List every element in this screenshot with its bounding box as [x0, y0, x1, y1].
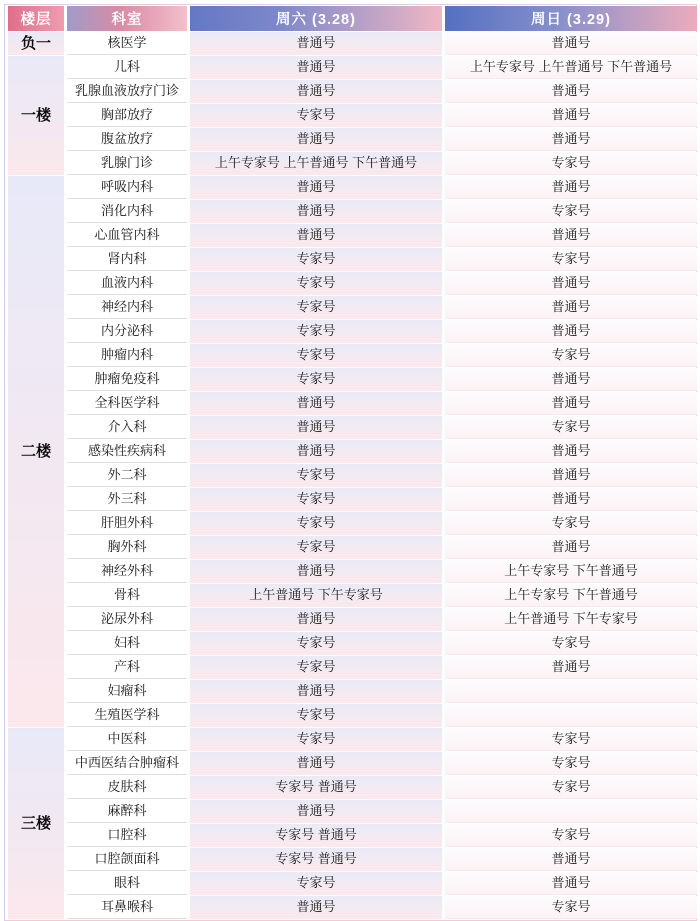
saturday-ticket-cell: 普通号: [190, 32, 442, 55]
table-row: [8, 536, 697, 559]
saturday-ticket-cell: 专家号 普通号: [190, 824, 442, 847]
sunday-ticket-cell: 普通号: [445, 80, 697, 103]
column-header-department: 科室: [67, 6, 187, 31]
table-row: [8, 128, 697, 151]
department-cell: 生殖医学科: [67, 704, 187, 727]
department-cell: 产科: [67, 656, 187, 679]
sunday-ticket-cell: 普通号: [445, 440, 697, 463]
table-row: [8, 704, 697, 727]
department-cell: 全科医学科: [67, 392, 187, 415]
saturday-ticket-cell: 专家号: [190, 536, 442, 559]
saturday-ticket-cell: 专家号: [190, 368, 442, 391]
sunday-ticket-cell: 普通号: [445, 320, 697, 343]
department-cell: 乳腺门诊: [67, 152, 187, 175]
sunday-ticket-cell: 普通号: [445, 128, 697, 151]
saturday-ticket-cell: 专家号: [190, 872, 442, 895]
sunday-ticket-cell: 普通号: [445, 224, 697, 247]
table-row: [8, 440, 697, 463]
department-cell: 介入科: [67, 416, 187, 439]
saturday-ticket-cell: 普通号: [190, 800, 442, 823]
sunday-ticket-cell: 专家号: [445, 728, 697, 751]
department-cell: 核医学: [67, 32, 187, 55]
table-row: [8, 392, 697, 415]
saturday-ticket-cell: 专家号: [190, 704, 442, 727]
sunday-ticket-cell: 普通号: [445, 536, 697, 559]
sunday-ticket-cell: 普通号: [445, 272, 697, 295]
sunday-ticket-cell: 专家号: [445, 896, 697, 919]
department-cell: 中医科: [67, 728, 187, 751]
column-header-floor: 楼层: [8, 6, 64, 31]
department-cell: 肾内科: [67, 248, 187, 271]
table-row: [8, 104, 697, 127]
floor-cell: 一楼: [8, 56, 64, 175]
department-cell: 儿科: [67, 56, 187, 79]
table-row: [8, 608, 697, 631]
sunday-ticket-cell: 上午专家号 下午普通号: [445, 560, 697, 583]
sunday-ticket-cell: 专家号: [445, 776, 697, 799]
department-cell: 眼科: [67, 872, 187, 895]
table-row: [8, 800, 697, 823]
saturday-ticket-cell: 专家号: [190, 656, 442, 679]
table-row: [8, 680, 697, 703]
department-cell: 妇科: [67, 632, 187, 655]
table-row: [8, 416, 697, 439]
table-row: [8, 224, 697, 247]
saturday-ticket-cell: 专家号: [190, 488, 442, 511]
sunday-ticket-cell: 专家号: [445, 248, 697, 271]
table-row: [8, 464, 697, 487]
sunday-ticket-cell: 专家号: [445, 416, 697, 439]
floor-cell: 负一: [8, 32, 64, 55]
saturday-ticket-cell: 上午普通号 下午专家号: [190, 584, 442, 607]
saturday-ticket-cell: 专家号: [190, 248, 442, 271]
table-row: [8, 560, 697, 583]
sunday-ticket-cell: 专家号: [445, 512, 697, 535]
table-row: [8, 488, 697, 511]
sunday-ticket-cell: 普通号: [445, 176, 697, 199]
saturday-ticket-cell: 专家号: [190, 512, 442, 535]
saturday-ticket-cell: 专家号: [190, 296, 442, 319]
department-cell: 耳鼻喉科: [67, 896, 187, 919]
schedule-table: [5, 5, 700, 920]
column-header-saturday: 周六 (3.28): [190, 6, 442, 31]
table-row: [8, 152, 697, 175]
department-cell: 外二科: [67, 464, 187, 487]
saturday-ticket-cell: 专家号 普通号: [190, 848, 442, 871]
table-row: [8, 632, 697, 655]
sunday-ticket-cell: 上午普通号 下午专家号: [445, 608, 697, 631]
sunday-ticket-cell: 专家号: [445, 200, 697, 223]
saturday-ticket-cell: 普通号: [190, 80, 442, 103]
department-cell: 泌尿外科: [67, 608, 187, 631]
department-cell: 肿瘤免疫科: [67, 368, 187, 391]
department-cell: 呼吸内科: [67, 176, 187, 199]
department-cell: 口腔科: [67, 824, 187, 847]
saturday-ticket-cell: 普通号: [190, 680, 442, 703]
header-row: [8, 6, 697, 31]
table-row: [8, 752, 697, 775]
saturday-ticket-cell: 普通号: [190, 392, 442, 415]
sunday-ticket-cell: 普通号: [445, 848, 697, 871]
sunday-ticket-cell: [445, 704, 697, 727]
department-cell: 口腔颌面科: [67, 848, 187, 871]
saturday-ticket-cell: 普通号: [190, 128, 442, 151]
table-row: [8, 368, 697, 391]
table-row: [8, 584, 697, 607]
department-cell: 胸部放疗: [67, 104, 187, 127]
sunday-ticket-cell: 普通号: [445, 32, 697, 55]
table-row: [8, 776, 697, 799]
table-row: [8, 896, 697, 919]
department-cell: 神经外科: [67, 560, 187, 583]
saturday-ticket-cell: 普通号: [190, 176, 442, 199]
table-row: [8, 248, 697, 271]
department-cell: 内分泌科: [67, 320, 187, 343]
sunday-ticket-cell: 专家号: [445, 344, 697, 367]
department-cell: 肝胆外科: [67, 512, 187, 535]
sunday-ticket-cell: 普通号: [445, 296, 697, 319]
floor-cell: 二楼: [8, 176, 64, 727]
sunday-ticket-cell: 普通号: [445, 872, 697, 895]
department-cell: 乳腺血液放疗门诊: [67, 80, 187, 103]
saturday-ticket-cell: 专家号: [190, 728, 442, 751]
saturday-ticket-cell: 普通号: [190, 752, 442, 775]
saturday-ticket-cell: 上午专家号 上午普通号 下午普通号: [190, 152, 442, 175]
sunday-ticket-cell: 专家号: [445, 632, 697, 655]
saturday-ticket-cell: 普通号: [190, 608, 442, 631]
sunday-ticket-cell: [445, 680, 697, 703]
table-row: [8, 344, 697, 367]
table-row: [8, 32, 697, 55]
saturday-ticket-cell: 专家号: [190, 320, 442, 343]
table-row: [8, 80, 697, 103]
department-cell: 外三科: [67, 488, 187, 511]
column-header-sunday: 周日 (3.29): [445, 6, 697, 31]
saturday-ticket-cell: 专家号: [190, 632, 442, 655]
department-cell: 血液内科: [67, 272, 187, 295]
department-cell: 骨科: [67, 584, 187, 607]
saturday-ticket-cell: 专家号: [190, 272, 442, 295]
saturday-ticket-cell: 普通号: [190, 56, 442, 79]
sunday-ticket-cell: 普通号: [445, 104, 697, 127]
department-cell: 神经内科: [67, 296, 187, 319]
saturday-ticket-cell: 专家号 普通号: [190, 776, 442, 799]
department-cell: 心血管内科: [67, 224, 187, 247]
department-cell: 消化内科: [67, 200, 187, 223]
table-row: [8, 848, 697, 871]
department-cell: 胸外科: [67, 536, 187, 559]
table-row: [8, 200, 697, 223]
table-row: [8, 320, 697, 343]
saturday-ticket-cell: 普通号: [190, 416, 442, 439]
table-row: [8, 56, 697, 79]
sunday-ticket-cell: 普通号: [445, 392, 697, 415]
sunday-ticket-cell: [445, 800, 697, 823]
sunday-ticket-cell: 普通号: [445, 488, 697, 511]
saturday-ticket-cell: 专家号: [190, 104, 442, 127]
saturday-ticket-cell: 普通号: [190, 224, 442, 247]
saturday-ticket-cell: 普通号: [190, 200, 442, 223]
table-row: [8, 296, 697, 319]
table-row: [8, 824, 697, 847]
table-row: [8, 872, 697, 895]
schedule-table-header: [8, 6, 697, 31]
saturday-ticket-cell: 普通号: [190, 896, 442, 919]
saturday-ticket-cell: 普通号: [190, 440, 442, 463]
saturday-ticket-cell: 普通号: [190, 560, 442, 583]
table-row: [8, 512, 697, 535]
department-cell: 麻醉科: [67, 800, 187, 823]
sunday-ticket-cell: 专家号: [445, 752, 697, 775]
sunday-ticket-cell: 上午专家号 上午普通号 下午普通号: [445, 56, 697, 79]
sunday-ticket-cell: 普通号: [445, 656, 697, 679]
hospital-schedule-table-container: [4, 4, 697, 921]
department-cell: 腹盆放疗: [67, 128, 187, 151]
sunday-ticket-cell: 专家号: [445, 824, 697, 847]
floor-cell: 三楼: [8, 728, 64, 919]
table-row: [8, 728, 697, 751]
table-row: [8, 272, 697, 295]
sunday-ticket-cell: 普通号: [445, 464, 697, 487]
schedule-table-body: [8, 32, 697, 919]
department-cell: 中西医结合肿瘤科: [67, 752, 187, 775]
saturday-ticket-cell: 专家号: [190, 344, 442, 367]
table-row: [8, 656, 697, 679]
department-cell: 皮肤科: [67, 776, 187, 799]
sunday-ticket-cell: 普通号: [445, 368, 697, 391]
department-cell: 肿瘤内科: [67, 344, 187, 367]
table-row: [8, 176, 697, 199]
sunday-ticket-cell: 专家号: [445, 152, 697, 175]
department-cell: 妇瘤科: [67, 680, 187, 703]
saturday-ticket-cell: 专家号: [190, 464, 442, 487]
sunday-ticket-cell: 上午专家号 下午普通号: [445, 584, 697, 607]
department-cell: 感染性疾病科: [67, 440, 187, 463]
